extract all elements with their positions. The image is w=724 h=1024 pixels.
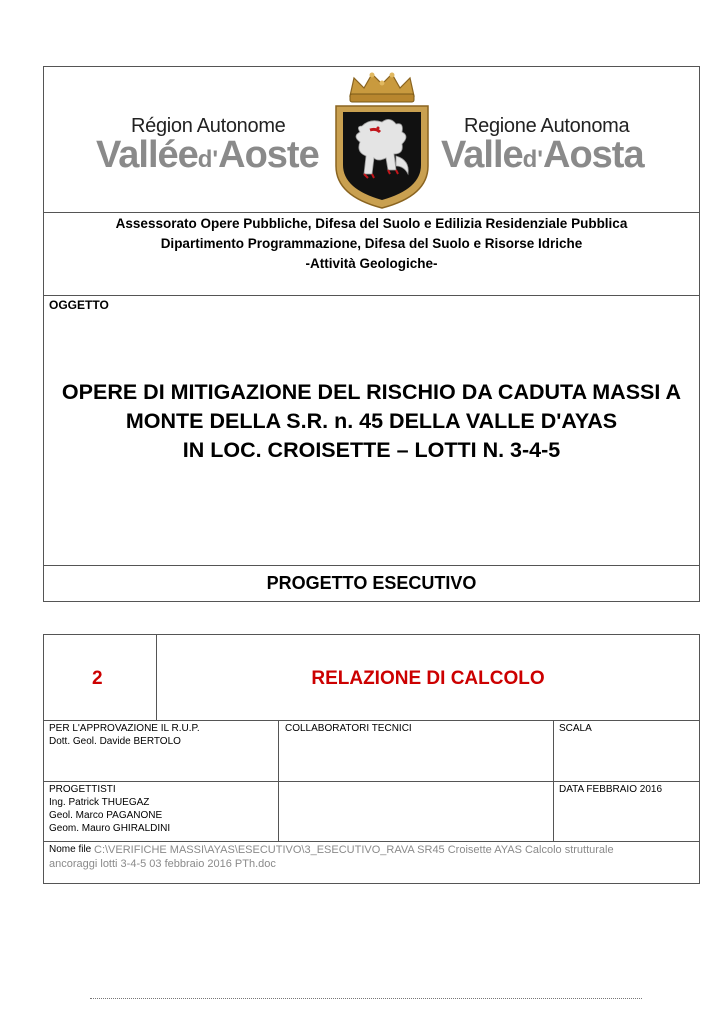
divider: [43, 565, 700, 566]
region-name-french-line2: Valléed'Aoste: [96, 134, 319, 176]
lion-coat-of-arms-icon: [330, 70, 434, 210]
office-line-2: Dipartimento Programmazione, Difesa del Suolo e Risorse Idriche: [160, 236, 583, 251]
divider: [553, 720, 554, 841]
region-name-french-line1: Région Autonome: [131, 115, 286, 137]
subject-title-line-3: IN LOC. CROISETTE – LOTTI N. 3-4-5: [182, 438, 561, 462]
document-number: 2: [92, 668, 103, 689]
designer-name: Geom. Mauro GHIRALDINI: [49, 823, 171, 834]
scale-label: SCALA: [559, 723, 592, 734]
approval-label: PER L'APPROVAZIONE IL R.U.P.: [49, 723, 200, 734]
subject-title-line-2: MONTE DELLA S.R. n. 45 DELLA VALLE D'AYAS: [125, 409, 618, 433]
office-line-1: Assessorato Opere Pubbliche, Difesa del Suolo e Edilizia Residenziale Pubblica: [115, 216, 628, 231]
designer-name: Geol. Marco PAGANONE: [49, 810, 163, 821]
file-path-line-2: ancoraggi lotti 3-4-5 03 febbraio 2016 PTh.doc: [49, 858, 276, 870]
collaborators-label: COLLABORATORI TECNICI: [285, 723, 412, 734]
divider: [43, 841, 700, 842]
document-title: RELAZIONE DI CALCOLO: [311, 668, 545, 689]
divider: [43, 781, 700, 782]
designer-name: Ing. Patrick THUEGAZ: [49, 797, 150, 808]
subject-label: OGGETTO: [49, 298, 109, 312]
designers-label: PROGETTISTI: [49, 784, 116, 795]
divider: [278, 720, 279, 841]
approval-name: Dott. Geol. Davide BERTOLO: [49, 736, 181, 747]
footer-dotted-rule: [90, 998, 642, 999]
divider: [43, 720, 700, 721]
file-name-label: Nome file: [49, 844, 92, 855]
region-name-italian-line1: Regione Autonoma: [464, 115, 630, 137]
file-path-line-1: C:\VERIFICHE MASSI\AYAS\ESECUTIVO\3_ESECUTIVO_RAVA SR45 Croisette AYAS Calcolo strutturale: [94, 844, 614, 856]
subject-title-line-1: OPERE DI MITIGAZIONE DEL RISCHIO DA CADUTA MASSI A: [61, 380, 682, 404]
region-name-italian-line2: Valled'Aosta: [441, 134, 644, 176]
office-line-3: -Attività Geologiche-: [305, 256, 438, 271]
divider: [43, 212, 700, 213]
date-label: DATA FEBBRAIO 2016: [559, 784, 663, 795]
project-phase: PROGETTO ESECUTIVO: [266, 573, 477, 593]
divider: [43, 295, 700, 296]
